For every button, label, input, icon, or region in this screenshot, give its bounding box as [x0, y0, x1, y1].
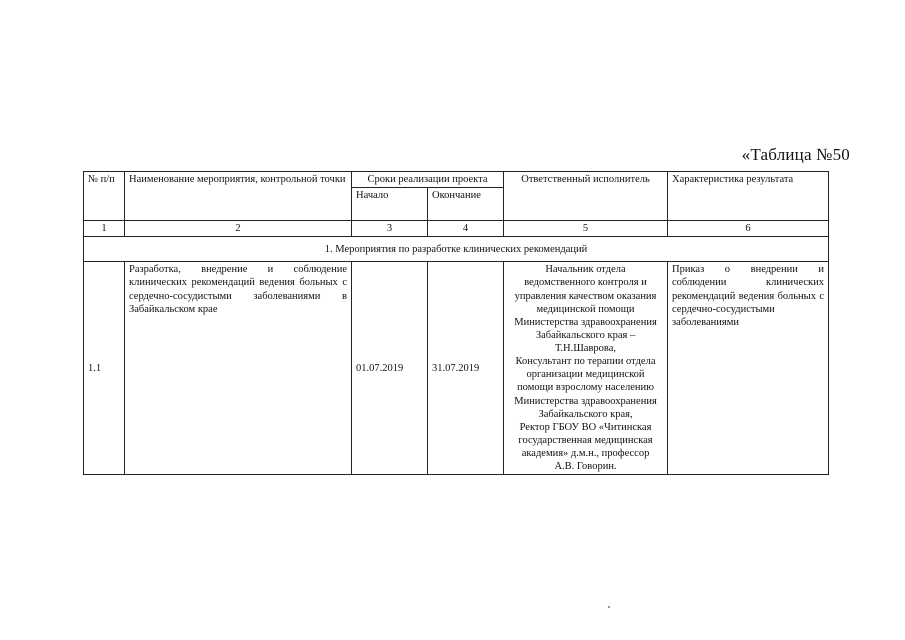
responsible-line: академия» д.м.н., профессор — [521, 448, 650, 459]
responsible-line: Министерства здравоохранения — [514, 316, 657, 328]
header-responsible: Ответственный исполнитель — [504, 172, 668, 221]
responsible-line: Забайкальского края – — [535, 329, 636, 341]
responsible-line: Ректор ГБОУ ВО «Читинская — [519, 421, 652, 433]
responsible-line: Министерства здравоохранения — [514, 395, 657, 407]
header-name: Наименование мероприятия, контрольной точки — [125, 172, 352, 221]
scan-speck — [608, 606, 610, 608]
responsible-line: Консультант по терапии отдела — [515, 356, 656, 368]
table-row — [84, 262, 829, 475]
column-number-row — [84, 221, 829, 237]
header-row — [84, 172, 829, 188]
column-number: 4 — [428, 221, 504, 237]
activities-table — [83, 171, 829, 475]
responsible-line: А.В. Говорин. — [554, 461, 617, 473]
responsible-line: Начальник отдела — [545, 264, 626, 276]
column-number: 2 — [125, 221, 352, 237]
column-number: 1 — [84, 221, 125, 237]
section-title: 1. Мероприятия по разработке клинических рекомендаций — [84, 237, 829, 262]
responsible-line: Т.Н.Шаврова, — [555, 343, 617, 354]
header-result: Характеристика результата — [668, 172, 829, 221]
responsible-line: организации медицинской — [526, 369, 645, 381]
header-end: Окончание — [428, 188, 504, 221]
row-num: 1.1 — [84, 262, 125, 475]
header-period: Сроки реализации проекта — [352, 172, 504, 188]
responsible-line: ведомственного контроля и — [524, 277, 647, 289]
column-number: 5 — [504, 221, 668, 237]
section-row — [84, 237, 829, 262]
row-responsible — [504, 262, 668, 475]
header-start: Начало — [352, 188, 428, 221]
responsible-line: помощи взрослому населению — [517, 382, 654, 394]
table-caption: «Таблица №50 — [741, 145, 850, 164]
responsible-line: управления качеством оказания — [514, 290, 657, 302]
responsible-line: медицинской помощи — [536, 303, 635, 315]
row-start: 01.07.2019 — [352, 262, 428, 475]
column-number: 6 — [668, 221, 829, 237]
row-result: Приказ о внедрении и соблюдении клинических рекомендаций ведения больных с сердечно-сосудистыми заболеваниями — [668, 262, 829, 475]
column-number: 3 — [352, 221, 428, 237]
header-num: № п/п — [84, 172, 125, 221]
row-name: Разработка, внедрение и соблюдение клинических рекомендаций ведения больных с сердечно-сосудистыми заболеваниями в Забайкальском крае — [125, 262, 352, 475]
row-end: 31.07.2019 — [428, 262, 504, 475]
responsible-line: Забайкальского края, — [538, 408, 633, 420]
responsible-line: государственная медицинская — [518, 434, 653, 446]
